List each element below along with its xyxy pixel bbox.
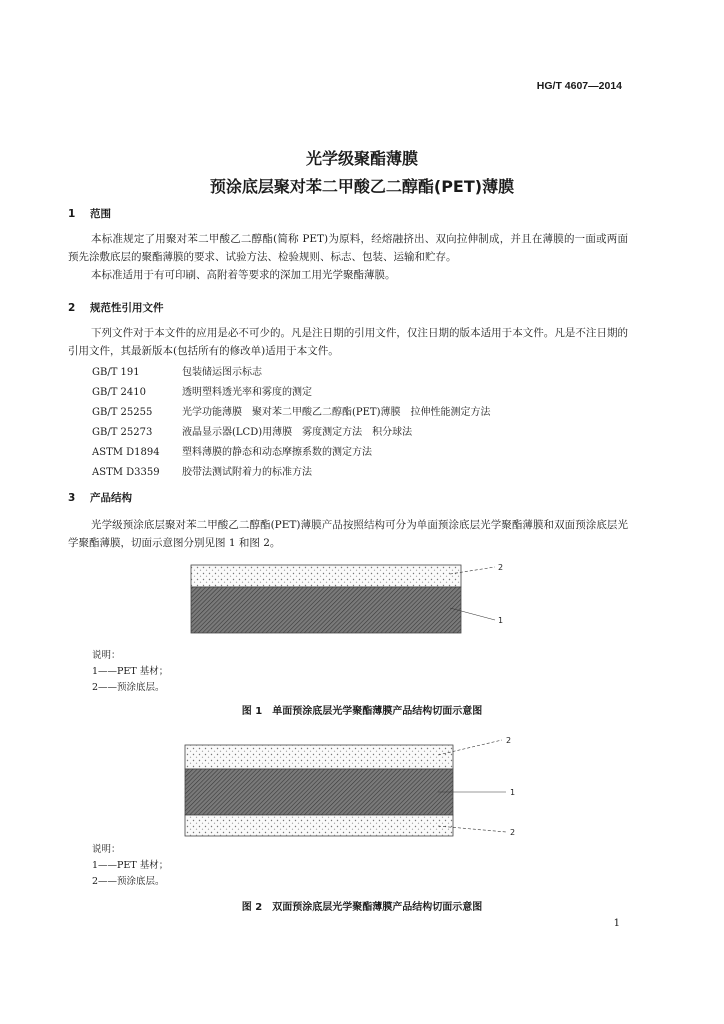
reference-code: GB/T 25255 (92, 407, 153, 418)
note-item: 2——预涂底层。 (92, 682, 165, 693)
pet-substrate-layer (185, 769, 453, 815)
precoat-layer-bottom (185, 815, 453, 836)
structure-paragraph: 光学级预涂底层聚对苯二甲酸乙二醇酯(PET)薄膜产品按照结构可分为单面预涂底层光学聚酯薄膜和双面预涂底层光学聚酯薄膜，切面示意图分别见图 1 和图 2。 (68, 519, 628, 549)
figure1-diagram (190, 560, 520, 640)
figure2-caption: 图 2 双面预涂底层光学聚酯薄膜产品结构切面示意图 (241, 902, 483, 913)
section-heading-scope (68, 206, 111, 221)
reference-title: 塑料薄膜的静态和动态摩擦系数的测定方法 (182, 447, 372, 458)
section-title: 产品结构 (90, 492, 132, 504)
reference-code: GB/T 191 (92, 367, 140, 378)
section-title: 范围 (90, 208, 111, 220)
standard-number: HG/T 4607—2014 (536, 80, 622, 92)
precoat-layer-top (185, 745, 453, 769)
notes-title: 说明： (92, 844, 121, 855)
figure2-notes (92, 842, 168, 890)
figure1-label-substrate: 1 (498, 616, 504, 625)
reference-title: 光学功能薄膜 聚对苯二甲酸乙二醇酯(PET)薄膜 拉伸性能测定方法 (182, 407, 491, 418)
section-heading-product-structure (68, 490, 132, 505)
precoat-layer (191, 565, 461, 587)
figure2-label-precoat-bottom: 2 (510, 828, 516, 837)
figure2-diagram (180, 735, 530, 840)
pet-substrate-layer (191, 587, 461, 633)
references-paragraph: 下列文件对于本文件的应用是必不可少的。凡是注日期的引用文件，仅注日期的版本适用于本文件。凡是不注日期的引用文件，其最新版本(包括所有的修改单)适用于本文件。 (68, 327, 628, 357)
document-title-line2: 预涂底层聚对苯二甲酸乙二醇酯(PET)薄膜 (209, 177, 515, 196)
scope-paragraph-2: 本标准适用于有可印刷、高附着等要求的深加工用光学聚酯薄膜。 (91, 269, 396, 281)
reference-item (92, 363, 262, 378)
note-item: 2——预涂底层。 (92, 876, 165, 887)
reference-item (92, 423, 412, 438)
reference-code: GB/T 2410 (92, 387, 147, 398)
figure1-label-precoat: 2 (498, 563, 504, 572)
reference-code: ASTM D3359 (92, 467, 160, 478)
note-item: 1——PET 基材； (92, 666, 169, 677)
reference-item (92, 463, 312, 478)
figure1-caption: 图 1 单面预涂底层光学聚酯薄膜产品结构切面示意图 (241, 706, 483, 717)
reference-code: ASTM D1894 (92, 447, 160, 458)
section-heading-normative-references (68, 300, 164, 315)
section-number: 3 (68, 492, 76, 504)
figure2-label-substrate: 1 (510, 788, 516, 797)
reference-item (92, 383, 312, 398)
reference-code: GB/T 25273 (92, 427, 153, 438)
section-title: 规范性引用文件 (90, 302, 164, 314)
scope-paragraph-1: 本标准规定了用聚对苯二甲酸乙二醇酯(简称 PET)为原料，经熔融挤出、双向拉伸制成，并且在薄膜的一面或两面预先涂敷底层的聚酯薄膜的要求、试验方法、检验规则、标志、包装、运输和贮存。 (68, 233, 628, 263)
section-number: 2 (68, 302, 76, 314)
notes-title: 说明： (92, 650, 121, 661)
page-number: 1 (613, 918, 620, 929)
note-item: 1——PET 基材； (92, 860, 169, 871)
reference-title: 包装储运图示标志 (182, 367, 262, 378)
section-number: 1 (68, 208, 76, 220)
reference-title: 胶带法测试附着力的标准方法 (182, 467, 312, 478)
reference-title: 液晶显示器(LCD)用薄膜 雾度测定方法 积分球法 (182, 427, 413, 438)
figure2-label-precoat-top: 2 (506, 736, 512, 745)
reference-item (92, 403, 491, 418)
reference-item (92, 443, 372, 458)
document-title-line1: 光学级聚酯薄膜 (305, 149, 418, 168)
figure1-notes (92, 648, 168, 696)
reference-title: 透明塑料透光率和雾度的测定 (182, 387, 312, 398)
